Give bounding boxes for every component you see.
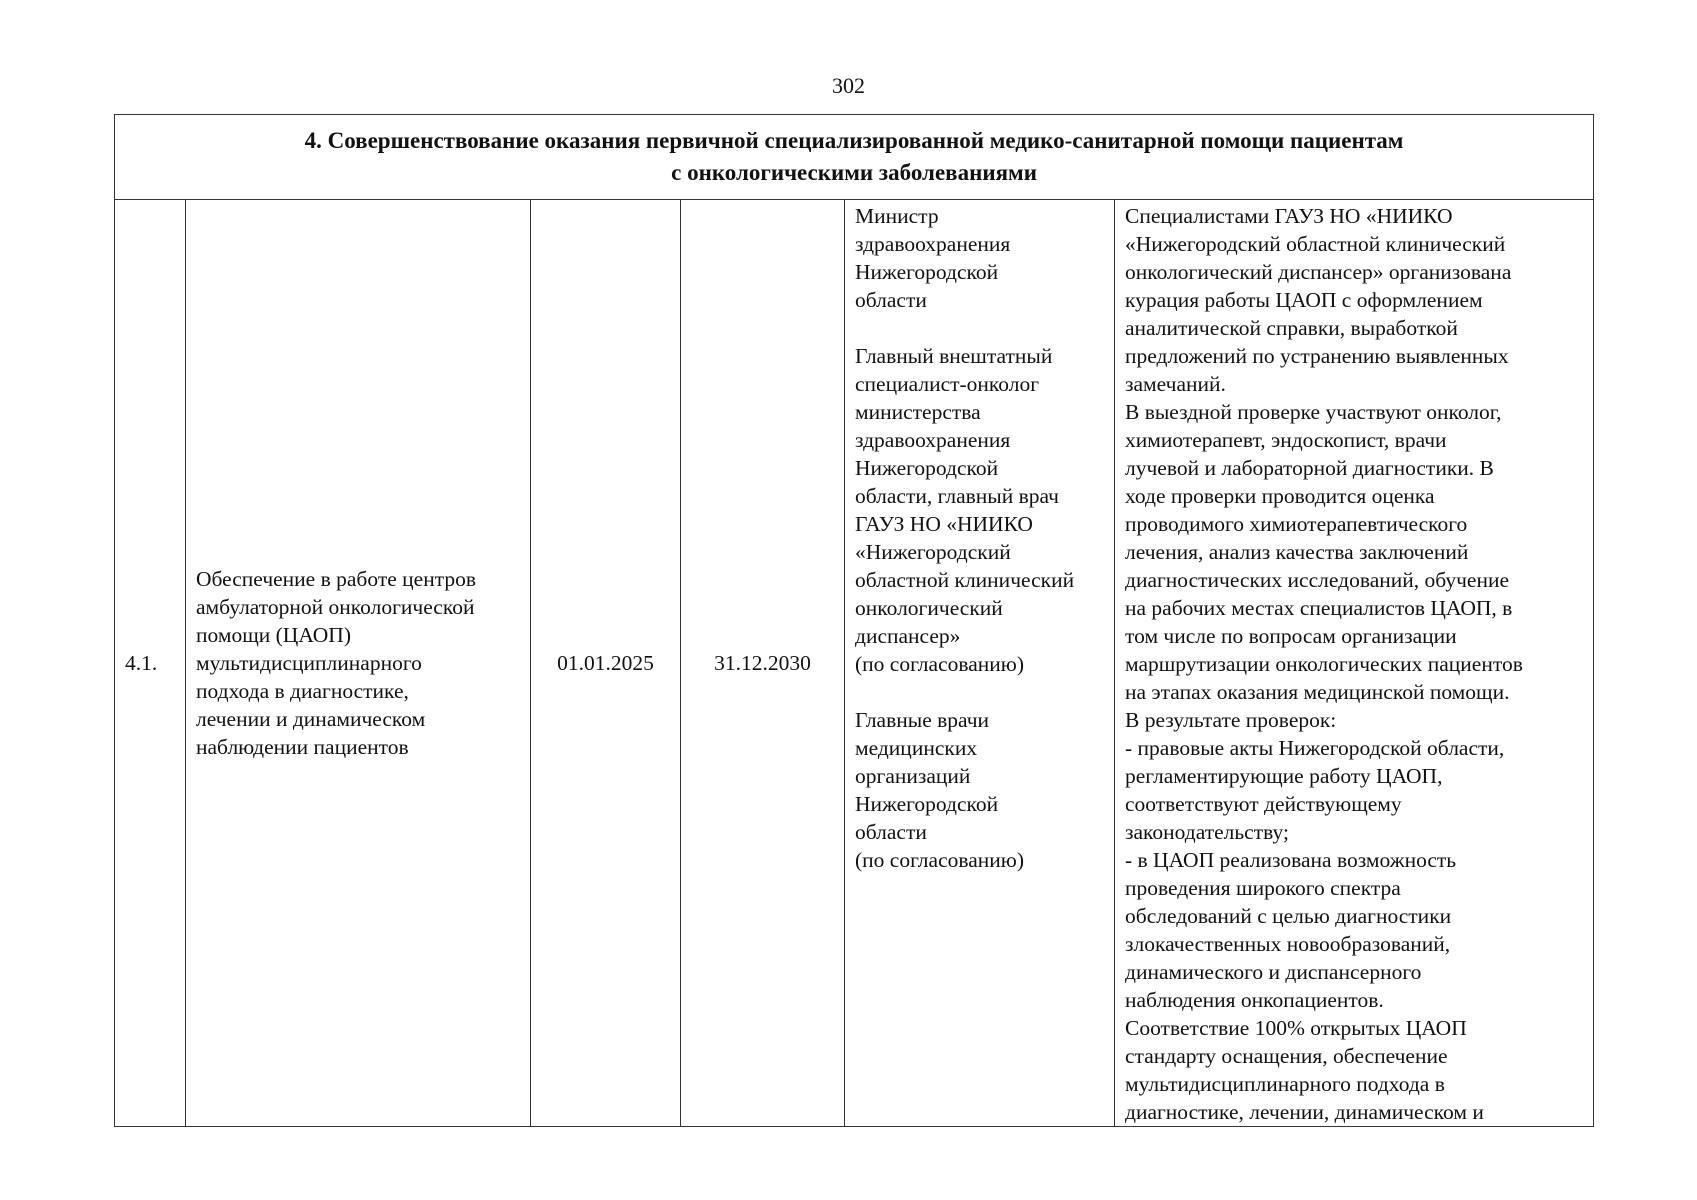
responsible-line: области xyxy=(855,820,927,844)
result-line: В выездной проверке участвуют онколог, xyxy=(1125,400,1502,424)
result-line: Соответствие 100% открытых ЦАОП xyxy=(1125,1016,1467,1040)
responsible-line: ГАУЗ НО «НИИКО xyxy=(855,512,1033,536)
result-line: ходе проверки проводится оценка xyxy=(1125,484,1435,508)
responsible-line: диспансер» xyxy=(855,624,961,648)
result-line: замечаний. xyxy=(1125,372,1226,396)
result-line: стандарту оснащения, обеспечение xyxy=(1125,1044,1448,1068)
result-line: соответствуют действующему xyxy=(1125,792,1402,816)
result-line: диагностике, лечении, динамическом и xyxy=(1125,1100,1484,1124)
page-number: 302 xyxy=(832,73,865,98)
description-line: Обеспечение в работе центров xyxy=(196,567,477,591)
responsible-line: «Нижегородский xyxy=(855,540,1011,564)
expected-result xyxy=(1115,200,1594,1127)
result-line: - в ЦАОП реализована возможность xyxy=(1125,848,1457,872)
responsible-line: Нижегородской xyxy=(855,260,999,284)
responsible-block xyxy=(855,202,1106,314)
block-spacer xyxy=(855,678,1106,706)
responsible-line: области xyxy=(855,288,927,312)
result-line: предложений по устранению выявленных xyxy=(1125,344,1509,368)
responsible-line: медицинских xyxy=(855,736,978,760)
responsible-line: Министр xyxy=(855,204,939,228)
result-line: злокачественных новообразований, xyxy=(1125,932,1451,956)
responsible-line: Главный внештатный xyxy=(855,344,1053,368)
activity-table xyxy=(114,114,1594,1127)
result-line: лучевой и лабораторной диагностики. В xyxy=(1125,456,1494,480)
result-line: наблюдения онкопациентов. xyxy=(1125,988,1384,1012)
responsible-line: здравоохранения xyxy=(855,428,1011,452)
responsible-line: (по согласованию) xyxy=(855,652,1025,676)
block-spacer xyxy=(855,314,1106,342)
section-title-line: 4. Совершенствование оказания первичной специализированной медико-санитарной помощи пациентам xyxy=(304,128,1404,153)
end-date: 31.12.2030 xyxy=(681,200,845,1127)
responsible-line: Нижегородской xyxy=(855,792,999,816)
result-line: курация работы ЦАОП с оформлением xyxy=(1125,288,1483,312)
responsible-line: (по согласованию) xyxy=(855,848,1025,872)
result-line: на этапах оказания медицинской помощи. xyxy=(1125,680,1510,704)
responsible-line: министерства xyxy=(855,400,981,424)
result-line: на рабочих местах специалистов ЦАОП, в xyxy=(1125,596,1513,620)
activity-description xyxy=(186,200,531,1127)
result-line: мультидисциплинарного подхода в xyxy=(1125,1072,1445,1096)
responsible-executors xyxy=(845,200,1115,1127)
result-line: химиотерапевт, эндоскопист, врачи xyxy=(1125,428,1447,452)
result-line: маршрутизации онкологических пациентов xyxy=(1125,652,1523,676)
description-line: подхода в диагностике, xyxy=(196,679,409,703)
result-line: «Нижегородский областной клинический xyxy=(1125,232,1506,256)
responsible-line: Нижегородской xyxy=(855,456,999,480)
result-line: проведения широкого спектра xyxy=(1125,876,1401,900)
result-line: онкологический диспансер» организована xyxy=(1125,260,1512,284)
responsible-line: областной клинический xyxy=(855,568,1075,592)
description-line: помощи (ЦАОП) xyxy=(196,623,351,647)
responsible-line: Главные врачи xyxy=(855,708,990,732)
responsible-block xyxy=(855,342,1106,678)
responsible-line: здравоохранения xyxy=(855,232,1011,256)
responsible-line: специалист-онколог xyxy=(855,372,1040,396)
result-line: законодательству; xyxy=(1125,820,1289,844)
responsible-block xyxy=(855,706,1106,874)
result-line: динамического и диспансерного xyxy=(1125,960,1422,984)
section-title xyxy=(115,115,1594,200)
responsible-line: онкологический xyxy=(855,596,1003,620)
result-line: лечения, анализ качества заключений xyxy=(1125,540,1469,564)
start-date: 01.01.2025 xyxy=(531,200,681,1127)
result-line: обследований с целью диагностики xyxy=(1125,904,1452,928)
description-line: мультидисциплинарного xyxy=(196,651,422,675)
result-line: том числе по вопросам организации xyxy=(1125,624,1457,648)
result-line: В результате проверок: xyxy=(1125,708,1337,732)
section-title-line: с онкологическими заболеваниями xyxy=(671,160,1037,185)
result-line: диагностических исследований, обучение xyxy=(1125,568,1510,592)
result-line: проводимого химиотерапевтического xyxy=(1125,512,1468,536)
responsible-line: организаций xyxy=(855,764,971,788)
result-line: аналитической справки, выработкой xyxy=(1125,316,1458,340)
description-line: амбулаторной онкологической xyxy=(196,595,475,619)
section-header-row xyxy=(115,115,1594,200)
row-number: 4.1. xyxy=(115,200,186,1127)
table-row xyxy=(115,200,1594,1127)
description-line: лечении и динамическом xyxy=(196,707,426,731)
result-line: регламентирующие работу ЦАОП, xyxy=(1125,764,1443,788)
result-line: Специалистами ГАУЗ НО «НИИКО xyxy=(1125,204,1453,228)
description-line: наблюдении пациентов xyxy=(196,735,409,759)
result-line: - правовые акты Нижегородской области, xyxy=(1125,736,1505,760)
responsible-line: области, главный врач xyxy=(855,484,1059,508)
